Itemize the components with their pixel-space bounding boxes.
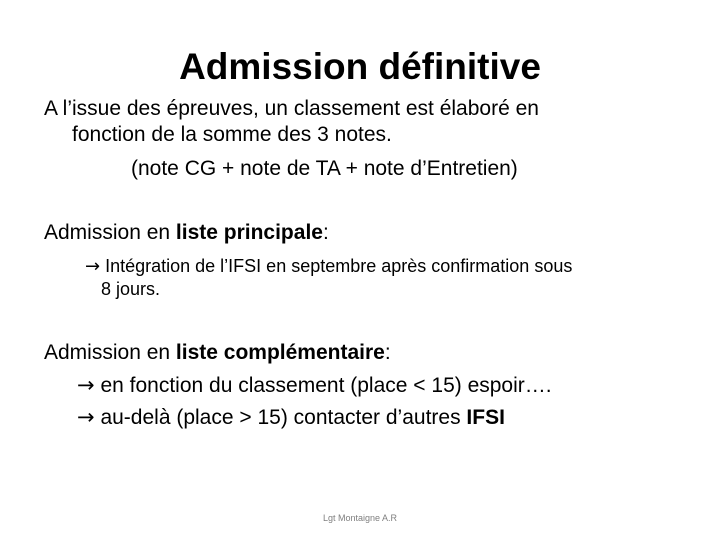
complementaire-item-1 xyxy=(77,372,552,399)
complementaire-item-2 xyxy=(77,404,505,431)
intro-line-2: fonction de la somme des 3 notes. xyxy=(72,123,392,146)
complementaire-item-1-text: en fonction du classement (place < 15) espoir…. xyxy=(94,374,552,397)
complementaire-bold: liste complémentaire xyxy=(175,341,385,364)
complementaire-heading xyxy=(44,340,391,366)
complementaire-prefix: Admission en xyxy=(44,341,176,364)
slide-footer: Lgt Montaigne A.R xyxy=(322,513,398,523)
intro-line-1: A l’issue des épreuves, un classement est élaboré en xyxy=(44,97,539,120)
principale-prefix: Admission en xyxy=(44,221,176,244)
complementaire-suffix: : xyxy=(384,341,391,364)
arrow-right-icon: → xyxy=(77,405,95,429)
complementaire-item-2-bold: IFSI xyxy=(466,406,505,429)
principale-detail-line-1 xyxy=(85,255,572,278)
principale-detail-1: Intégration de l’IFSI en septembre après confirmation sous xyxy=(100,256,573,276)
principale-suffix: : xyxy=(322,221,329,244)
arrow-right-icon: → xyxy=(77,373,95,397)
intro-line-3: (note CG + note de TA + note d’Entretien) xyxy=(131,157,518,180)
slide-title: Admission définitive xyxy=(179,46,541,87)
principale-heading xyxy=(44,220,329,246)
principale-bold: liste principale xyxy=(175,221,323,244)
principale-detail-2: 8 jours. xyxy=(101,279,161,299)
arrow-right-icon: → xyxy=(85,256,101,277)
complementaire-item-2-text: au-delà (place > 15) contacter d’autres xyxy=(94,406,467,429)
